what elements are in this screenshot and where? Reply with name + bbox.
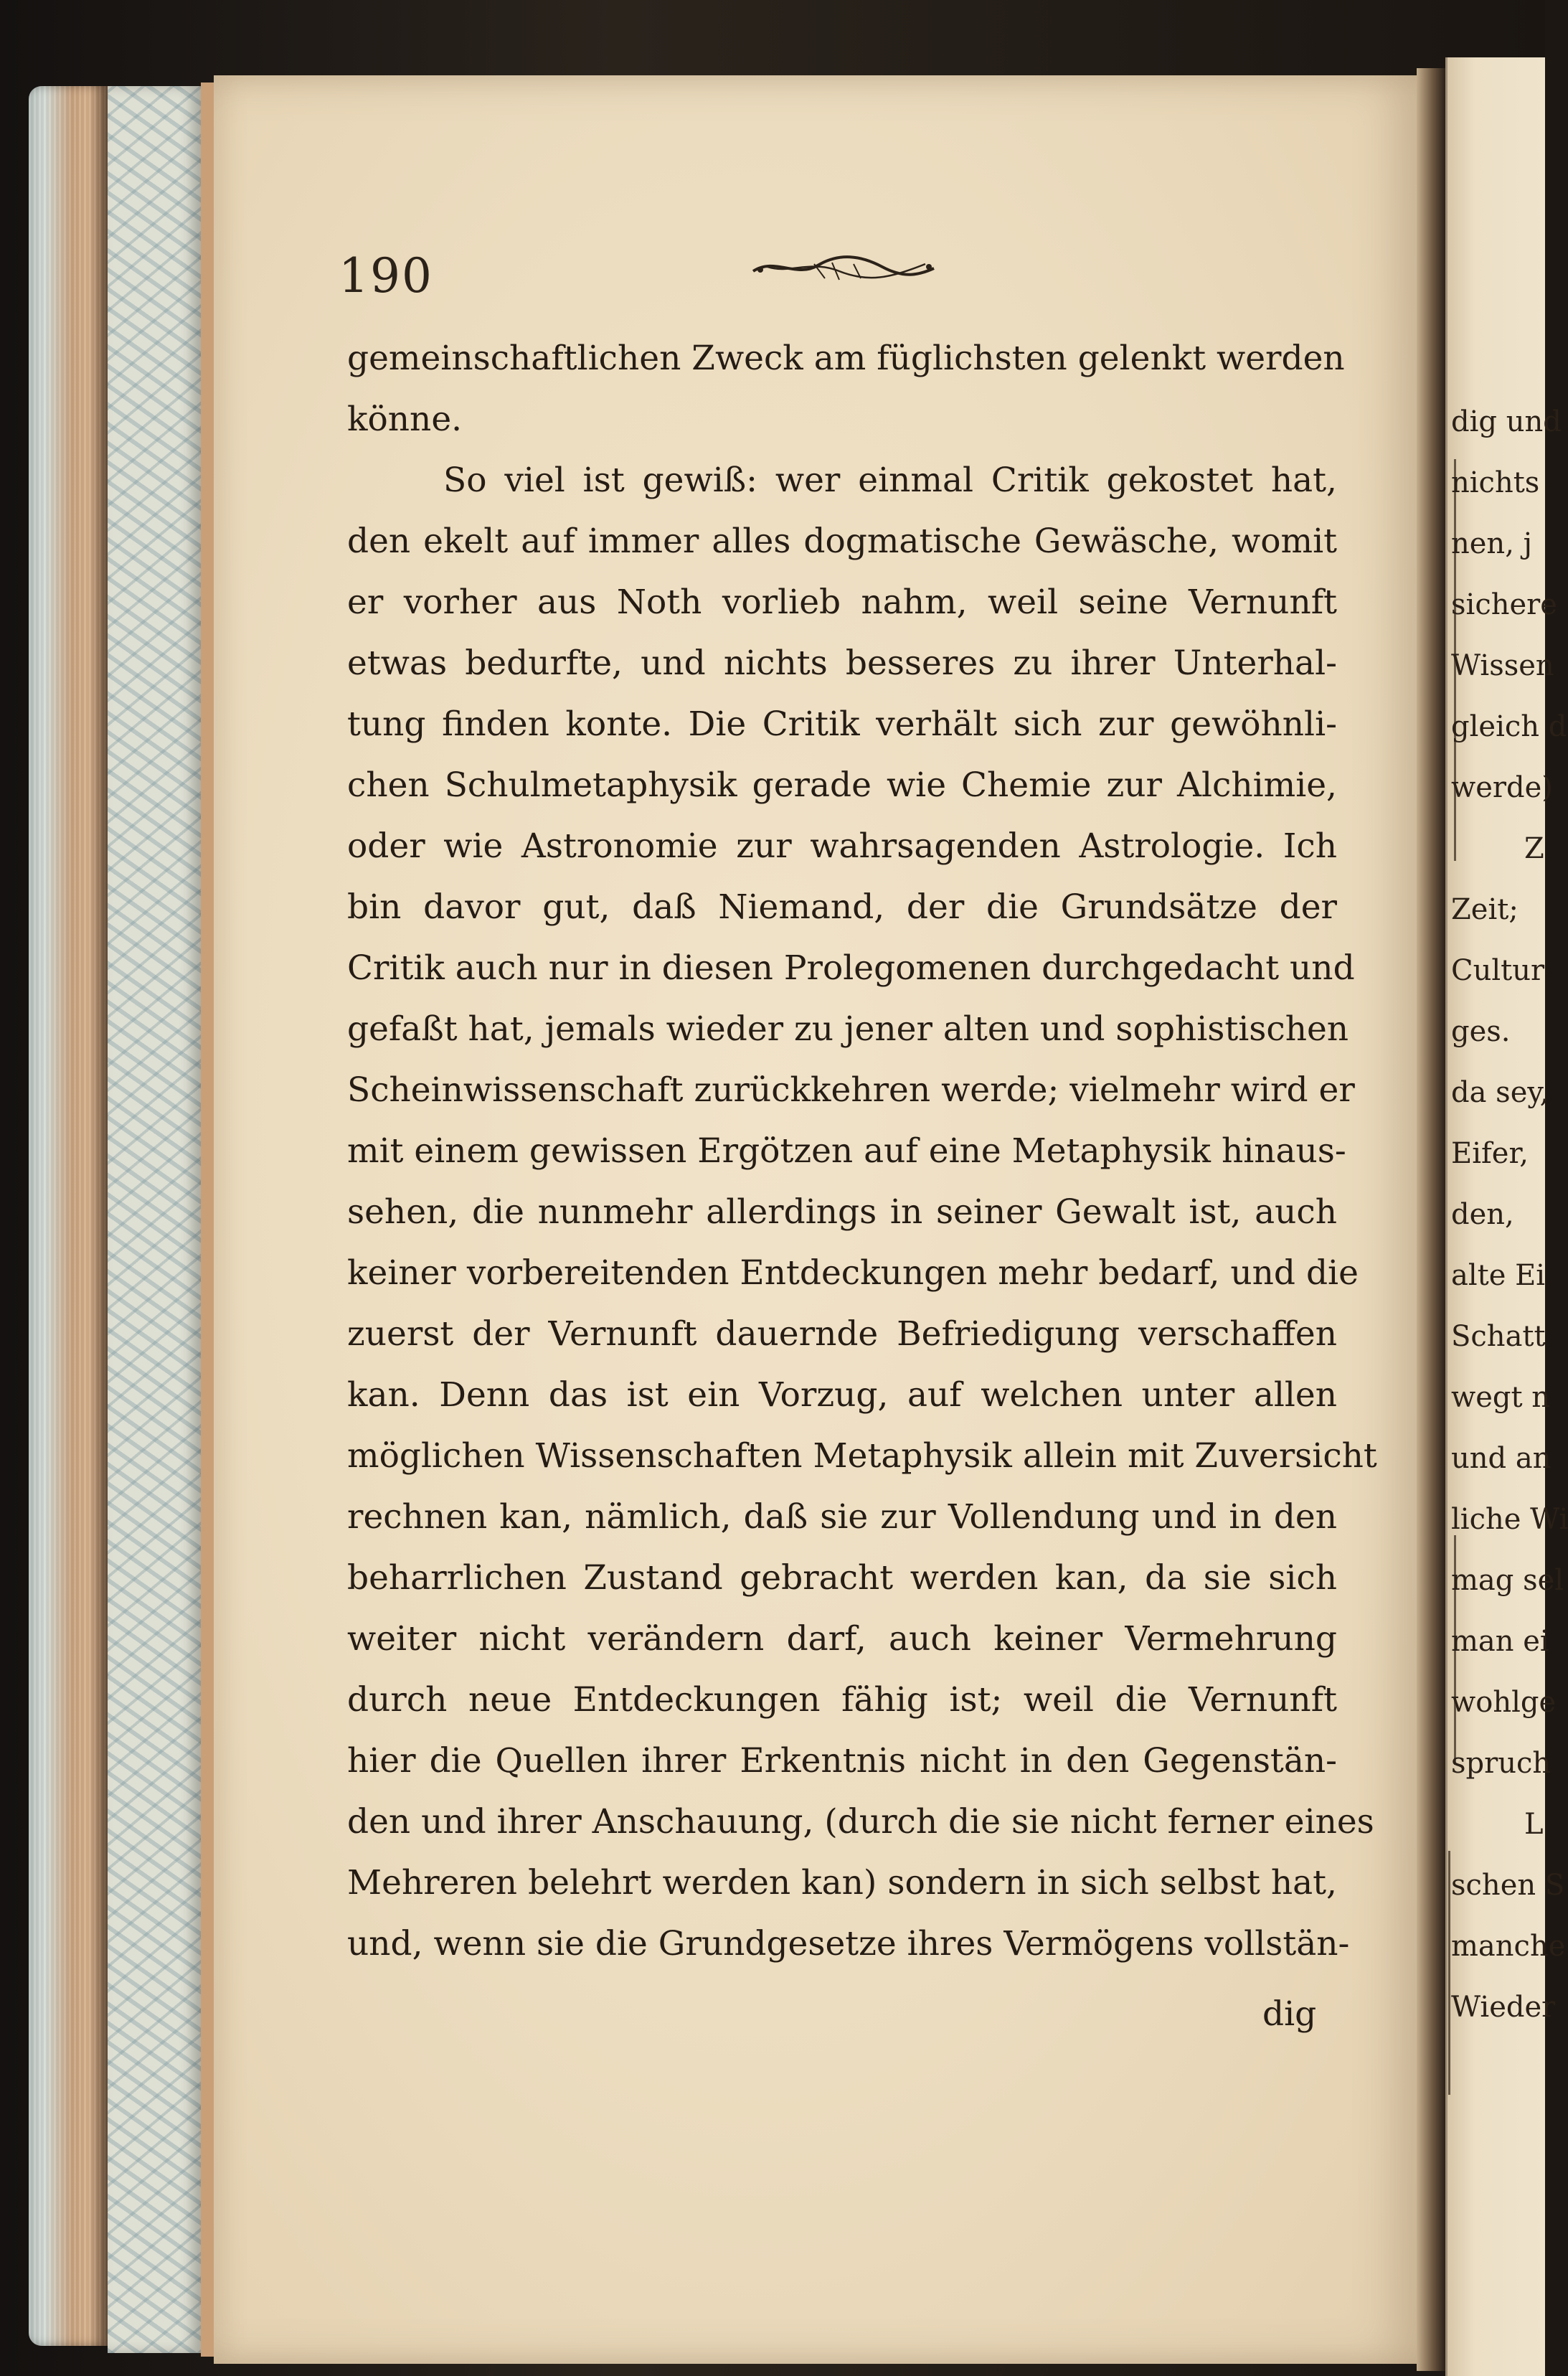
text-line: könne.	[347, 400, 463, 439]
book-gutter	[1417, 68, 1445, 2371]
facing-line: dig und	[1451, 405, 1562, 438]
text-line: er vorher aus Noth vorlieb nahm, weil seine Vernunft	[347, 583, 1337, 622]
facing-line: Wieder	[1451, 1991, 1556, 2024]
facing-line: L	[1524, 1808, 1544, 1841]
book-edge	[29, 86, 108, 2346]
text-line: den und ihrer Anschauung, (durch die sie nicht ferner eines	[347, 1802, 1374, 1842]
facing-line: Z	[1524, 832, 1544, 865]
text-line: hier die Quellen ihrer Erkentnis nicht in den Gegenstän-	[347, 1741, 1337, 1781]
text-line: keiner vorbereitenden Entdeckungen mehr bedarf, und die	[347, 1253, 1359, 1293]
facing-line: gleich d	[1451, 710, 1567, 743]
facing-line: ges.	[1451, 1015, 1511, 1048]
facing-page-fold	[1445, 57, 1447, 2376]
facing-line: Cultur	[1451, 954, 1545, 987]
text-line: chen Schulmetaphysik gerade wie Chemie zur Alchimie,	[347, 765, 1337, 805]
text-line: Scheinwissenschaft zurückkehren werde; vielmehr wird er	[347, 1070, 1355, 1110]
decorative-flourish-icon	[746, 250, 940, 286]
facing-line: sichere	[1451, 588, 1557, 621]
facing-line: man ei	[1451, 1625, 1549, 1658]
facing-line: wegt n	[1451, 1381, 1551, 1414]
facing-line: den,	[1451, 1198, 1514, 1231]
text-line: kan. Denn das ist ein Vorzug, auf welchen unter allen	[347, 1375, 1337, 1415]
facing-line: Schatt	[1451, 1320, 1546, 1353]
facing-line: nichts	[1451, 466, 1540, 499]
text-line: bin davor gut, daß Niemand, der die Grundsätze der	[347, 887, 1337, 927]
facing-line: spruch	[1451, 1747, 1552, 1780]
page-number: 190	[339, 248, 433, 303]
facing-line: Wissen	[1451, 649, 1554, 682]
marbled-page-edge	[108, 86, 201, 2353]
text-line: weiter nicht verändern darf, auch keiner Vermehrung	[347, 1619, 1337, 1659]
text-line: tung finden konte. Die Critik verhält sich zur gewöhnli-	[347, 704, 1337, 744]
facing-line: und an	[1451, 1442, 1552, 1475]
text-line: möglichen Wissenschaften Metaphysik allein mit Zuversicht	[347, 1436, 1377, 1476]
text-line: gemeinschaftlichen Zweck am füglichsten gelenkt werden	[347, 339, 1345, 378]
facing-line: wohlge	[1451, 1686, 1557, 1719]
facing-line: liche Wi	[1451, 1503, 1568, 1536]
text-line: mit einem gewissen Ergötzen auf eine Metaphysik hinaus-	[347, 1131, 1346, 1171]
page-edge-strip	[201, 82, 214, 2357]
facing-line: mag sel	[1451, 1564, 1564, 1597]
text-line: zuerst der Vernunft dauernde Befriedigung verschaffen	[347, 1314, 1337, 1354]
text-line: beharrlichen Zustand gebracht werden kan, da sie sich	[347, 1558, 1337, 1598]
facing-line: da sey,	[1451, 1076, 1549, 1109]
facing-line: schen S	[1451, 1869, 1565, 1902]
text-line: und, wenn sie die Grundgesetze ihres Vermögens vollstän-	[347, 1924, 1350, 1964]
facing-page-rule	[1448, 1851, 1450, 2095]
catchword: dig	[1262, 1994, 1317, 2034]
facing-page-fragment	[1445, 57, 1568, 2376]
facing-line: nen, j	[1451, 527, 1533, 560]
text-line: Critik auch nur in diesen Prolegomenen durchgedacht und	[347, 948, 1355, 988]
text-line: Mehreren belehrt werden kan) sondern in sich selbst hat,	[347, 1863, 1337, 1903]
facing-line: Zeit;	[1451, 893, 1519, 926]
facing-line: werde)	[1451, 771, 1553, 804]
text-line: etwas bedurfte, und nichts besseres zu ihrer Unterhal-	[347, 644, 1337, 683]
text-line: gefaßt hat, jemals wieder zu jener alten und sophistischen	[347, 1009, 1349, 1049]
text-line: rechnen kan, nämlich, daß sie zur Vollendung und in den	[347, 1497, 1337, 1537]
text-line: oder wie Astronomie zur wahrsagenden Astrologie. Ich	[347, 826, 1337, 866]
text-line: den ekelt auf immer alles dogmatische Gewäsche, womit	[347, 522, 1337, 561]
facing-line: Eifer,	[1451, 1137, 1529, 1170]
facing-line: manche	[1451, 1930, 1566, 1963]
facing-line: alte Ei	[1451, 1259, 1546, 1292]
text-line: sehen, die nunmehr allerdings in seiner Gewalt ist, auch	[347, 1192, 1337, 1232]
text-line: durch neue Entdeckungen fähig ist; weil die Vernunft	[347, 1680, 1337, 1720]
text-line: So viel ist gewiß: wer einmal Critik gekostet hat,	[443, 461, 1337, 500]
